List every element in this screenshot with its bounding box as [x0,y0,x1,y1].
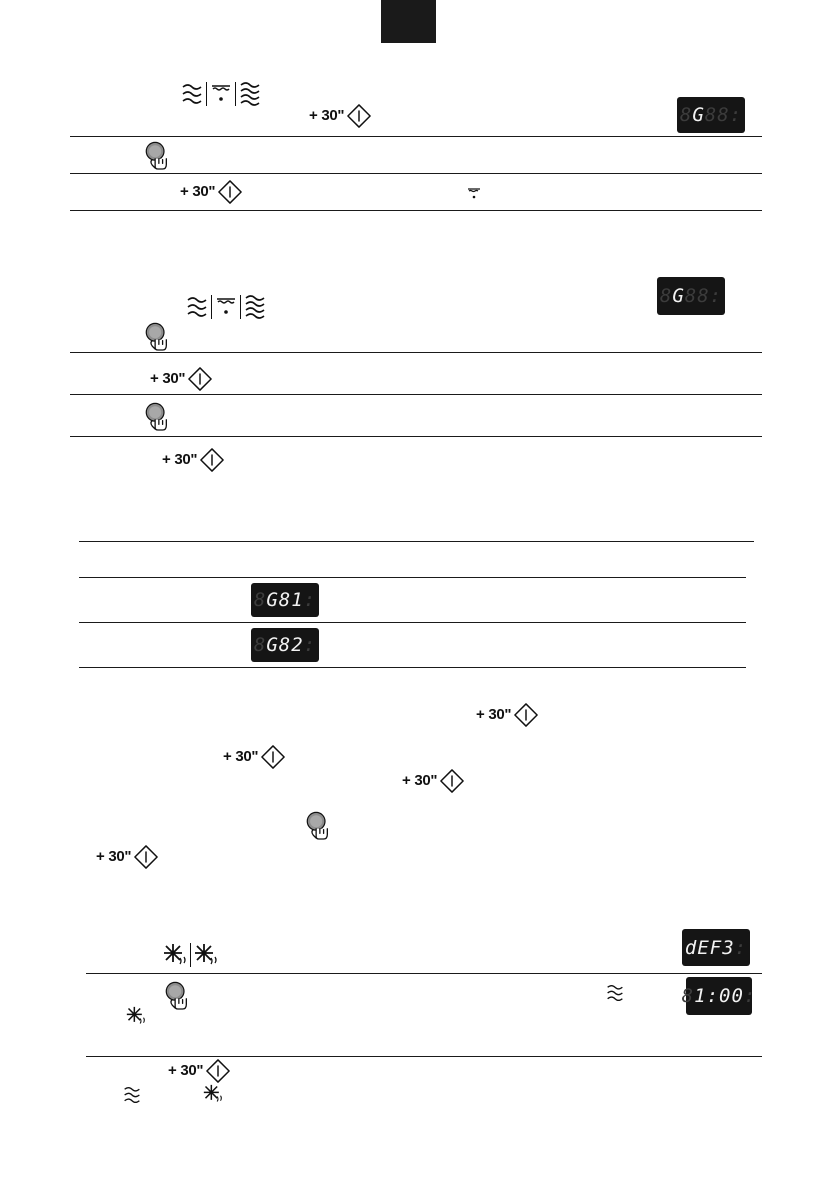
display-3: 8 G 81 : [251,583,319,617]
start-button-label: + 30" [402,772,438,789]
start-diamond-icon [514,703,538,727]
start-button-label: + 30" [476,706,512,723]
start-button-label: + 30" [150,370,186,387]
start-diamond-icon [261,745,285,769]
grill-icon [210,82,232,106]
divider-6 [70,436,762,437]
divider-3 [70,210,762,211]
display-4: 8 G 82 : [251,628,319,662]
microwave-icon [186,295,208,319]
start-button-1 [309,104,371,128]
start-button-label: + 30" [162,451,198,468]
divider-5 [70,394,762,395]
start-button-label: + 30" [223,748,259,765]
start-diamond-icon [206,1059,230,1083]
mode-icons-2 [186,295,266,319]
start-diamond-icon [188,367,212,391]
start-button-label: + 30" [309,107,345,124]
defrost-weight-icon [163,943,187,967]
start-button-label: + 30" [180,183,216,200]
start-diamond-icon [218,180,242,204]
defrost-icon [126,1006,146,1026]
defrost-icons [163,943,218,967]
table-line-1 [79,577,746,578]
display-5: dEF3 : [682,929,750,966]
start-button-2 [180,180,242,204]
combi-icon [244,295,266,319]
dial-icon [304,809,332,841]
start-button-7 [402,769,464,793]
microwave-icon [181,82,203,106]
divider-1 [70,136,762,137]
microwave-icon [606,983,624,1003]
start-button-8 [96,845,158,869]
defrost-time-icon [194,943,218,967]
dial-icon [143,400,171,432]
divider-8 [86,1056,762,1057]
divider-7 [86,973,762,974]
start-diamond-icon [440,769,464,793]
start-button-3 [150,367,212,391]
start-button-9 [168,1059,230,1083]
table-line-2 [79,622,746,623]
grill-icon-small [467,186,481,200]
table-line-3 [79,667,746,668]
start-diamond-icon [347,104,371,128]
start-button-6 [223,745,285,769]
start-button-label: + 30" [168,1062,204,1079]
display-6: 8 1:00 : [686,977,752,1015]
dial-icon [143,139,171,171]
dial-icon [143,320,171,352]
grill-icon [215,295,237,319]
mode-icons-1 [181,82,261,106]
microwave-icon [123,1085,141,1105]
black-tab [381,0,436,43]
start-button-4 [162,448,224,472]
table-top-line [79,541,754,542]
divider-2 [70,173,762,174]
start-button-5 [476,703,538,727]
dial-icon [163,979,191,1011]
start-diamond-icon [134,845,158,869]
start-diamond-icon [200,448,224,472]
start-button-label: + 30" [96,848,132,865]
display-2: 8 G 88 : [657,277,725,315]
display-1: 8 G 88 : [677,97,745,133]
divider-4 [70,352,762,353]
defrost-icon [203,1084,223,1104]
combi-icon [239,82,261,106]
